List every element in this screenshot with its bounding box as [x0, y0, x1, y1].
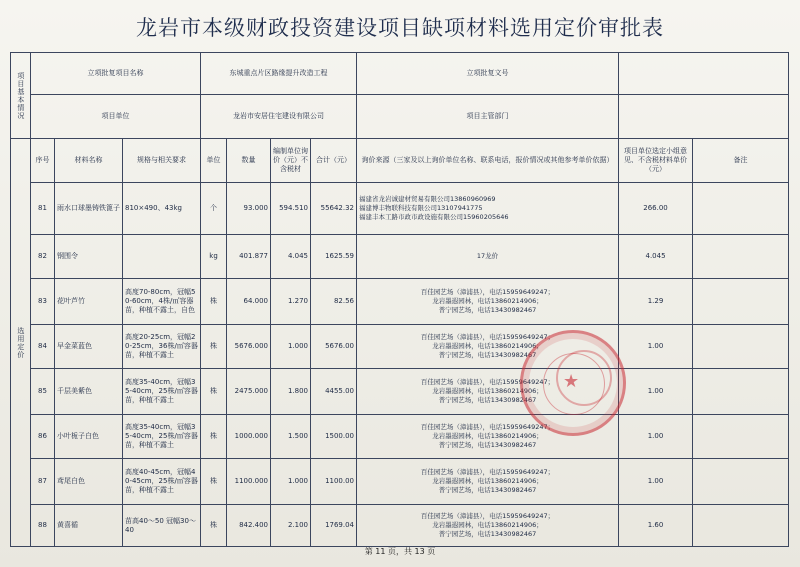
- row-unit: 株: [201, 325, 227, 369]
- row-total: 4455.00: [311, 369, 357, 415]
- row-no: 82: [31, 235, 55, 279]
- row-name: 鸢尾白色: [55, 459, 123, 505]
- row-name: 千层美紫色: [55, 369, 123, 415]
- supplier-line: 福建省龙岩诚建材贸易有限公司13860960969: [359, 195, 496, 204]
- supplier-line: 普宁园艺场，电话13430982467: [438, 529, 537, 538]
- row-spec: 高度40-45cm，冠幅40-45cm，25株/㎡容器苗，种植不露土: [123, 459, 201, 505]
- row-qty: 1100.000: [227, 459, 271, 505]
- header-price: 编制单位询价（元）不含税材: [271, 139, 311, 183]
- row-no: 85: [31, 369, 55, 415]
- row-total: 1769.04: [311, 505, 357, 547]
- header-total: 合计（元）: [311, 139, 357, 183]
- row-unit: 株: [201, 279, 227, 325]
- row-price: 1.800: [271, 369, 311, 415]
- supplier-line: 龙岩墨遐园林，电话13860214906；: [432, 342, 543, 351]
- row-proj-price: 1.00: [619, 369, 693, 415]
- table-row: [11, 235, 789, 279]
- row-spec: 高度35-40cm，冠幅35-40cm，25株/㎡容器苗，种植不露土: [123, 369, 201, 415]
- header-spec: 规格与相关要求: [123, 139, 201, 183]
- row-note: [693, 505, 789, 547]
- row-no: 86: [31, 415, 55, 459]
- row-no: 84: [31, 325, 55, 369]
- column-header-row: [11, 139, 789, 183]
- supplier-line: 百佳园艺场（漳浦县），电话15959649247；: [420, 468, 555, 477]
- header-unit: 单位: [201, 139, 227, 183]
- section-label-basic: 项目基本情况: [11, 53, 31, 139]
- row-total: 5676.00: [311, 325, 357, 369]
- supplier-line: 普宁园艺场，电话13430982467: [438, 440, 537, 449]
- project-name-label: 立项批复项目名称: [31, 53, 201, 95]
- supplier-line: 百佳园艺场（漳浦县），电话15959649247；: [420, 333, 555, 342]
- row-total: 82.56: [311, 279, 357, 325]
- row-price: 1.000: [271, 459, 311, 505]
- row-spec: [123, 235, 201, 279]
- project-unit-row: [11, 95, 789, 139]
- row-price: 1.000: [271, 325, 311, 369]
- row-note: [693, 369, 789, 415]
- row-unit: 株: [201, 415, 227, 459]
- doc-no-value: [619, 53, 789, 95]
- row-unit: 株: [201, 505, 227, 547]
- supplier-line: 龙岩墨遐园林，电话13860214906；: [432, 297, 543, 306]
- row-price: 1.500: [271, 415, 311, 459]
- row-qty: 842.400: [227, 505, 271, 547]
- supplier-line: 福建博丰物联科技有限公司13107941775: [359, 204, 483, 213]
- row-total: 1500.00: [311, 415, 357, 459]
- row-price: 1.270: [271, 279, 311, 325]
- dept-value: [619, 95, 789, 139]
- row-spec: 苗高40～50 冠幅30～40: [123, 505, 201, 547]
- row-suppliers: [357, 235, 619, 279]
- row-qty: 2475.000: [227, 369, 271, 415]
- row-qty: 1000.000: [227, 415, 271, 459]
- document-title: 龙岩市本级财政投资建设项目缺项材料选用定价审批表: [136, 16, 664, 40]
- row-note: [693, 459, 789, 505]
- row-proj-price: 1.60: [619, 505, 693, 547]
- row-price: 594.510: [271, 183, 311, 235]
- seal-star-icon: ★: [563, 371, 580, 392]
- supplier-line: 百佳园艺场（漳浦县），电话15959649247；: [420, 512, 555, 521]
- row-suppliers: [357, 459, 619, 505]
- header-no: 序号: [31, 139, 55, 183]
- row-price: 2.100: [271, 505, 311, 547]
- row-qty: 93.000: [227, 183, 271, 235]
- row-note: [693, 235, 789, 279]
- project-unit-label: 项目单位: [31, 95, 201, 139]
- supplier-line: 17龙价: [476, 252, 499, 261]
- supplier-line: 福建丰本工路市政市政设施有限公司15960205646: [359, 212, 509, 221]
- supplier-line: 普宁园艺场，电话13430982467: [438, 395, 537, 404]
- row-proj-price: 1.00: [619, 459, 693, 505]
- project-name-row: [11, 53, 789, 95]
- row-unit: kg: [201, 235, 227, 279]
- row-name: 雨水口球墨铸铁篦子: [55, 183, 123, 235]
- row-spec: 810×490、43kg: [123, 183, 201, 235]
- row-qty: 64.000: [227, 279, 271, 325]
- page-number: 第 11 页，共 13 页: [364, 547, 436, 556]
- row-name: 黄喜循: [55, 505, 123, 547]
- row-price: 4.045: [271, 235, 311, 279]
- row-no: 88: [31, 505, 55, 547]
- row-spec: 高度70-80cm，冠幅50-60cm，4株/㎡容器苗，种植不露土，自色: [123, 279, 201, 325]
- dept-label: 项目主管部门: [357, 95, 619, 139]
- supplier-line: 龙岩墨遐园林，电话13860214906；: [432, 521, 543, 530]
- supplier-line: 百佳园艺场（漳浦县），电话15959649247；: [420, 288, 555, 297]
- row-note: [693, 415, 789, 459]
- row-total: 1625.59: [311, 235, 357, 279]
- row-qty: 5676.000: [227, 325, 271, 369]
- supplier-line: 百佳园艺场（漳浦县），电话15959649247；: [420, 378, 555, 387]
- row-qty: 401.877: [227, 235, 271, 279]
- supplier-line: 普宁园艺场，电话13430982467: [438, 350, 537, 359]
- row-note: [693, 279, 789, 325]
- table-row: [11, 183, 789, 235]
- row-proj-price: 1.29: [619, 279, 693, 325]
- row-proj-price: 1.00: [619, 325, 693, 369]
- header-supplier: 询价来源（三家及以上询价单位名称、联系电话，报价情况或其他参考单价依据）: [357, 139, 619, 183]
- row-suppliers: [357, 279, 619, 325]
- row-spec: 高度20-25cm，冠幅20-25cm，36株/㎡容器苗，种植不露土: [123, 325, 201, 369]
- header-proj-price: 项目单位选定小组意见、不含税材料单价（元）: [619, 139, 693, 183]
- row-unit: 株: [201, 369, 227, 415]
- secondary-seal: [556, 350, 612, 406]
- row-name: 早金菜蓝色: [55, 325, 123, 369]
- row-unit: 株: [201, 459, 227, 505]
- row-suppliers: [357, 183, 619, 235]
- row-name: 钢围令: [55, 235, 123, 279]
- supplier-line: 龙岩墨遐园林，电话13860214906；: [432, 432, 543, 441]
- row-spec: 高度35-40cm，冠幅35-40cm，25株/㎡容器苗，种植不露土: [123, 415, 201, 459]
- row-total: 1100.00: [311, 459, 357, 505]
- supplier-line: 普宁园艺场，电话13430982467: [438, 305, 537, 314]
- row-name: 小叶栀子白色: [55, 415, 123, 459]
- row-total: 55642.32: [311, 183, 357, 235]
- supplier-line: 龙岩墨遐园林，电话13860214906；: [432, 387, 543, 396]
- table-row: [11, 459, 789, 505]
- supplier-line: 龙岩墨遐园林，电话13860214906；: [432, 477, 543, 486]
- header-qty: 数量: [227, 139, 271, 183]
- row-no: 83: [31, 279, 55, 325]
- project-unit-value: 龙岩市安居住宅建设有限公司: [201, 95, 357, 139]
- row-no: 81: [31, 183, 55, 235]
- table-row: [11, 279, 789, 325]
- supplier-line: 百佳园艺场（漳浦县），电话15959649247；: [420, 423, 555, 432]
- supplier-line: 普宁园艺场，电话13430982467: [438, 485, 537, 494]
- row-note: [693, 183, 789, 235]
- row-name: 花叶芦竹: [55, 279, 123, 325]
- table-row: [11, 369, 789, 415]
- project-name-value: 东城重点片区路缘提升改造工程: [201, 53, 357, 95]
- row-note: [693, 325, 789, 369]
- row-proj-price: 266.00: [619, 183, 693, 235]
- table-row: [11, 505, 789, 547]
- row-proj-price: 4.045: [619, 235, 693, 279]
- approval-table: [10, 52, 789, 547]
- row-unit: 个: [201, 183, 227, 235]
- row-no: 87: [31, 459, 55, 505]
- doc-no-label: 立项批复文号: [357, 53, 619, 95]
- header-name: 材料名称: [55, 139, 123, 183]
- row-proj-price: 1.00: [619, 415, 693, 459]
- header-note: 备注: [693, 139, 789, 183]
- row-suppliers: [357, 505, 619, 547]
- section-label-pricing: 选用定价: [11, 139, 31, 547]
- table-row: [11, 415, 789, 459]
- table-row: [11, 325, 789, 369]
